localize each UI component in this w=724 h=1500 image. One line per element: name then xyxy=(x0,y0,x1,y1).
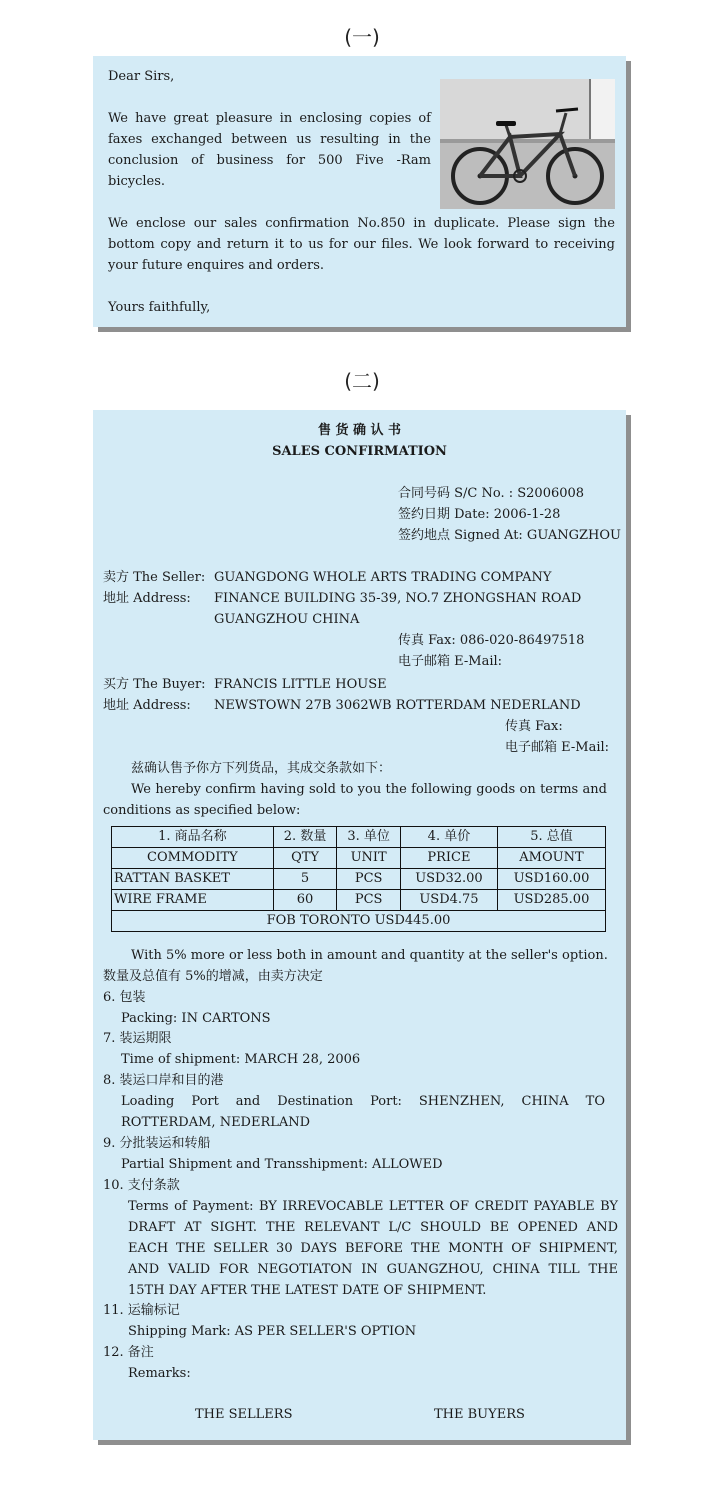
buyer-name: FRANCIS LITTLE HOUSE xyxy=(214,677,387,692)
contract-number: 合同号码 S/C No. : S2006008 xyxy=(398,486,585,501)
seller-address-line-1: FINANCE BUILDING 35-39, NO.7 ZHONGSHAN ROAD xyxy=(214,591,582,606)
header-price-cn: 4. 单价 xyxy=(400,827,497,848)
part-one-heading: (一) xyxy=(344,25,380,49)
bicycle-image xyxy=(440,79,615,209)
header-amount-en: AMOUNT xyxy=(497,848,605,869)
cell-unit: PCS xyxy=(337,869,401,890)
title-english: SALES CONFIRMATION xyxy=(272,444,447,459)
table-header-row-en xyxy=(112,848,606,869)
part-two-heading: (二) xyxy=(344,369,380,393)
cell-amount: USD160.00 xyxy=(497,869,605,890)
table-row xyxy=(112,890,606,911)
buyer-label: 买方 The Buyer: xyxy=(103,677,206,692)
item-9-title: 9. 分批装运和转船 xyxy=(103,1136,211,1151)
buyer-address: NEWSTOWN 27B 3062WB ROTTERDAM NEDERLAND xyxy=(214,698,581,713)
buyers-signature-label: THE BUYERS xyxy=(434,1407,525,1422)
cell-qty: 60 xyxy=(273,890,337,911)
cell-commodity: RATTAN BASKET xyxy=(112,869,274,890)
signed-at: 签约地点 Signed At: GUANGZHOU xyxy=(398,528,622,543)
letter-panel xyxy=(93,56,626,327)
cell-price: USD32.00 xyxy=(400,869,497,890)
letter-paragraph-1: We have great pleasure in enclosing copies of faxes exchanged between us resulting in the conclusion of business for 500 Five -Ram bicycles. xyxy=(108,111,431,189)
cell-unit: PCS xyxy=(337,890,401,911)
table-header-row-cn xyxy=(112,827,606,848)
cell-amount: USD285.00 xyxy=(497,890,605,911)
item-11-title: 11. 运输标记 xyxy=(103,1303,180,1318)
header-price-en: PRICE xyxy=(400,848,497,869)
contract-date: 签约日期 Date: 2006-1-28 xyxy=(398,507,561,522)
item-6-body: Packing: IN CARTONS xyxy=(121,1011,271,1026)
letter-paragraph-2: We enclose our sales confirmation No.850 in duplicate. Please sign the bottom copy and return it to us for our files. We look forward to receiving your future enquires and orders. xyxy=(108,216,615,273)
seller-email: 电子邮箱 E-Mail: xyxy=(398,654,503,669)
item-10-title: 10. 支付条款 xyxy=(103,1178,180,1193)
confirm-english: We hereby confirm having sold to you the following goods on terms and conditions as specified below: xyxy=(103,782,607,818)
cell-qty: 5 xyxy=(273,869,337,890)
seller-address-line-2: GUANGZHOU CHINA xyxy=(214,612,360,627)
bicycle-photo xyxy=(440,79,615,209)
header-unit-cn: 3. 单位 xyxy=(337,827,401,848)
table-total-row xyxy=(112,911,606,932)
goods-table xyxy=(111,826,606,932)
item-9-body: Partial Shipment and Transshipment: ALLOWED xyxy=(121,1157,443,1172)
item-7-body: Time of shipment: MARCH 28, 2006 xyxy=(121,1052,361,1067)
confirm-chinese: 兹确认售予你方下列货品，其成交条款如下： xyxy=(131,761,392,776)
header-commodity-cn: 1. 商品名称 xyxy=(112,827,274,848)
header-qty-cn: 2. 数量 xyxy=(273,827,337,848)
item-12-title: 12. 备注 xyxy=(103,1345,154,1360)
letter-salutation: Dear Sirs, xyxy=(108,69,175,84)
header-unit-en: UNIT xyxy=(337,848,401,869)
buyer-email: 电子邮箱 E-Mail: xyxy=(505,740,610,755)
buyer-address-label: 地址 Address: xyxy=(103,698,191,713)
header-qty-en: QTY xyxy=(273,848,337,869)
header-amount-cn: 5. 总值 xyxy=(497,827,605,848)
tolerance-chinese: 数量及总值有 5%的增减，由卖方决定 xyxy=(103,969,323,984)
seller-fax: 传真 Fax: 086-020-86497518 xyxy=(398,633,585,648)
cell-commodity: WIRE FRAME xyxy=(112,890,274,911)
item-10-body: Terms of Payment: BY IRREVOCABLE LETTER OF CREDIT PAYABLE BY DRAFT AT SIGHT. THE RELEVANT L/C SHOULD BE OPENED AND EACH THE SELLER 30 DAYS BEFORE THE MONTH OF SHIPMENT, AND VALID FOR NEGOTIATON IN GUANGZHOU, CHINA TILL THE 15TH DAY AFTER THE LATEST DATE OF SHIPMENT. xyxy=(128,1199,618,1298)
tolerance-english: With 5% more or less both in amount and quantity at the seller's option. xyxy=(131,948,608,963)
item-12-body: Remarks: xyxy=(128,1366,191,1381)
buyer-fax: 传真 Fax: xyxy=(505,719,563,734)
item-8-body: Loading Port and Destination Port: SHENZHEN, CHINA TO ROTTERDAM, NEDERLAND xyxy=(121,1094,605,1130)
item-6-title: 6. 包装 xyxy=(103,990,146,1005)
sellers-signature-label: THE SELLERS xyxy=(195,1407,293,1422)
letter-closing: Yours faithfully, xyxy=(108,300,211,315)
header-commodity-en: COMMODITY xyxy=(112,848,274,869)
item-11-body: Shipping Mark: AS PER SELLER'S OPTION xyxy=(128,1324,417,1339)
seller-address-label: 地址 Address: xyxy=(103,591,191,606)
table-total: FOB TORONTO USD445.00 xyxy=(112,911,606,932)
seller-name: GUANGDONG WHOLE ARTS TRADING COMPANY xyxy=(214,570,552,585)
table-row xyxy=(112,869,606,890)
item-8-title: 8. 装运口岸和目的港 xyxy=(103,1073,224,1088)
cell-price: USD4.75 xyxy=(400,890,497,911)
item-7-title: 7. 装运期限 xyxy=(103,1031,172,1046)
title-chinese: 售 货 确 认 书 xyxy=(317,423,402,438)
seller-label: 卖方 The Seller: xyxy=(103,570,206,585)
sales-confirmation-panel xyxy=(93,410,626,1440)
